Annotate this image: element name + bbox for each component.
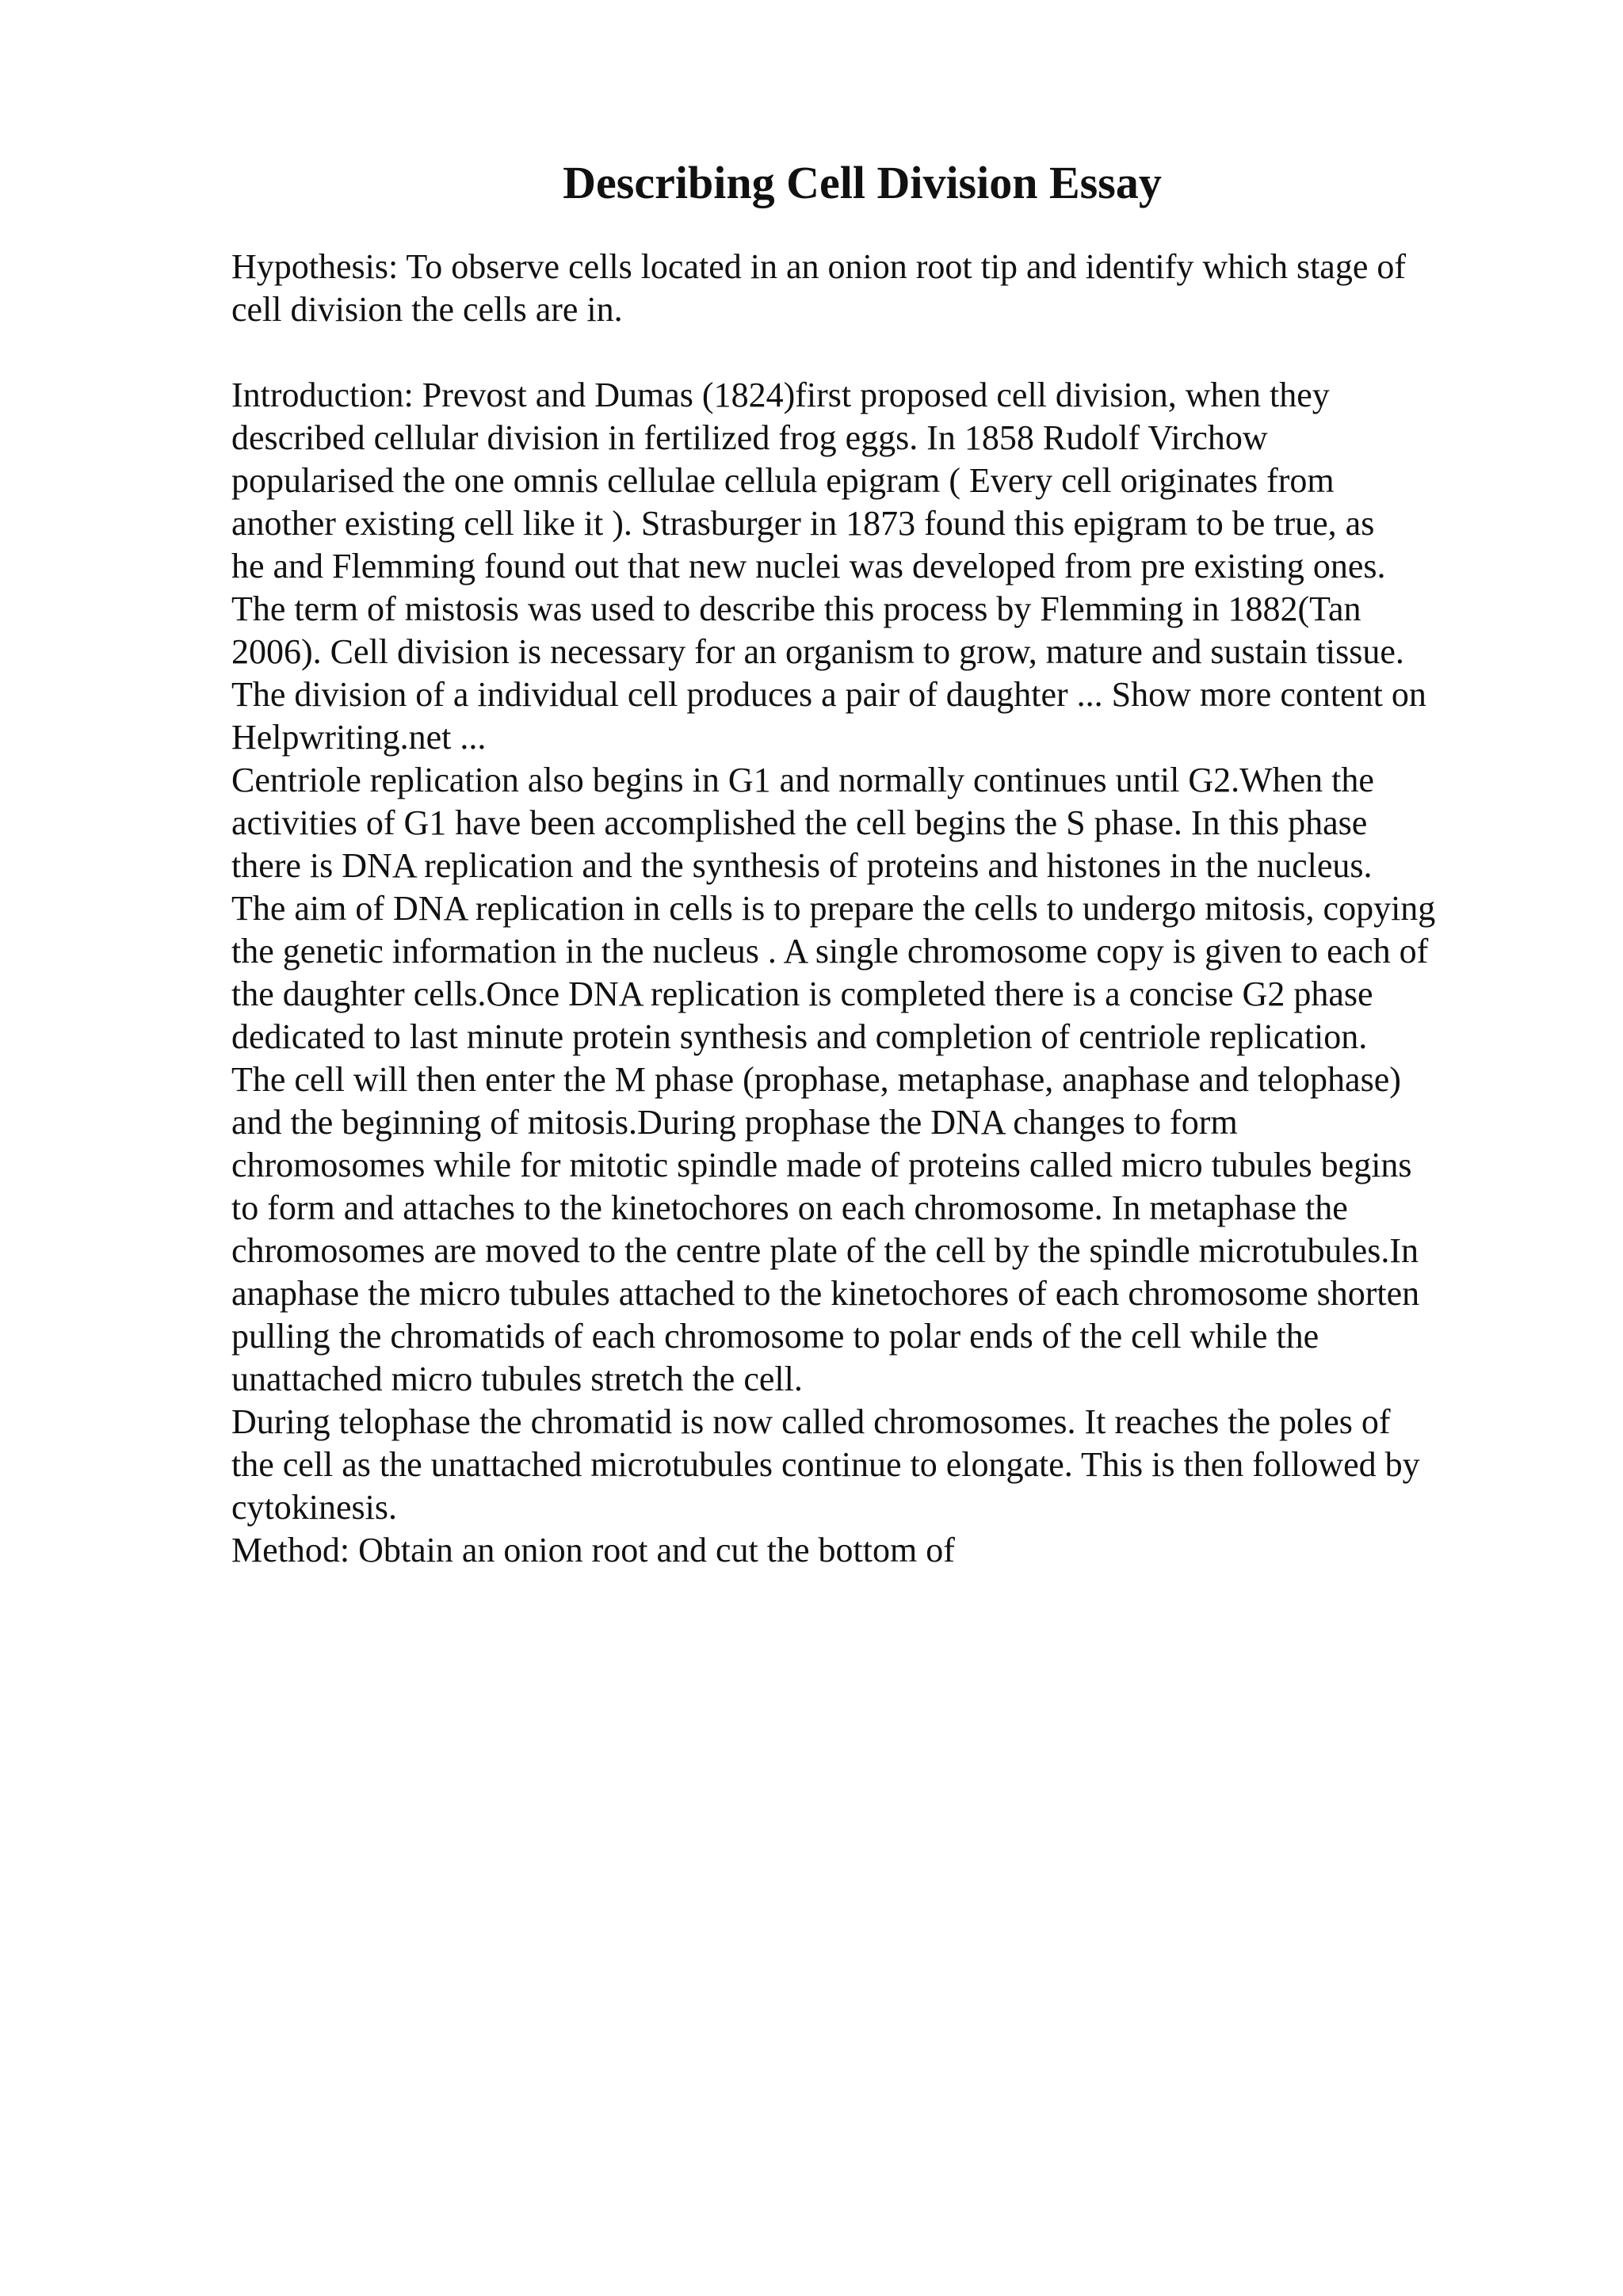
text-line: unattached micro tubules stretch the cell. bbox=[231, 1360, 803, 1398]
text-line: chromosomes are moved to the centre plate of the cell by the spindle microtubules.In bbox=[231, 1231, 1419, 1270]
text-line: During telophase the chromatid is now called chromosomes. It reaches the poles of bbox=[231, 1402, 1391, 1441]
text-line: Hypothesis: To observe cells located in an onion root tip and identify which stage of bbox=[231, 247, 1407, 286]
centriole-paragraph bbox=[231, 759, 1515, 1401]
text-line: 2006). Cell division is necessary for an organism to grow, mature and sustain tissue. bbox=[231, 632, 1404, 671]
method-paragraph bbox=[231, 1529, 1515, 1572]
text-line: dedicated to last minute protein synthesis and completion of centriole replication. bbox=[231, 1017, 1368, 1056]
text-line: described cellular division in fertilized frog eggs. In 1858 Rudolf Virchow bbox=[231, 418, 1268, 457]
text-line: and the beginning of mitosis.During prophase the DNA changes to form bbox=[231, 1103, 1238, 1142]
paragraph-gap bbox=[231, 331, 1515, 374]
text-line: Introduction: Prevost and Dumas (1824)first proposed cell division, when they bbox=[231, 376, 1330, 414]
text-line: anaphase the micro tubules attached to the kinetochores of each chromosome shorten bbox=[231, 1274, 1420, 1313]
text-line: cell division the cells are in. bbox=[231, 290, 623, 329]
text-line: The cell will then enter the M phase (prophase, metaphase, anaphase and telophase) bbox=[231, 1060, 1401, 1099]
text-line: another existing cell like it ). Strasburger in 1873 found this epigram to be true, as bbox=[231, 504, 1375, 543]
text-line: pulling the chromatids of each chromosome to polar ends of the cell while the bbox=[231, 1317, 1319, 1356]
hypothesis-paragraph bbox=[231, 246, 1515, 331]
text-line: chromosomes while for mitotic spindle made of proteins called micro tubules begins bbox=[231, 1146, 1412, 1184]
text-line: there is DNA replication and the synthesis of proteins and histones in the nucleus. bbox=[231, 846, 1373, 885]
text-line: The aim of DNA replication in cells is to prepare the cells to undergo mitosis, copying bbox=[231, 889, 1436, 928]
introduction-paragraph bbox=[231, 374, 1515, 759]
text-line: the cell as the unattached microtubules continue to elongate. This is then followed by bbox=[231, 1445, 1420, 1484]
text-line: the daughter cells.Once DNA replication is completed there is a concise G2 phase bbox=[231, 974, 1373, 1013]
text-line: The division of a individual cell produces a pair of daughter ... Show more content on bbox=[231, 675, 1426, 714]
text-line: Helpwriting.net ... bbox=[231, 718, 487, 757]
document-body bbox=[231, 246, 1515, 1572]
text-line: activities of G1 have been accomplished the cell begins the S phase. In this phase bbox=[231, 803, 1368, 842]
telophase-paragraph bbox=[231, 1401, 1515, 1529]
text-line: he and Flemming found out that new nuclei was developed from pre existing ones. bbox=[231, 547, 1386, 585]
text-line: the genetic information in the nucleus . A single chromosome copy is given to each of bbox=[231, 932, 1429, 971]
text-line: Method: Obtain an onion root and cut the bottom of bbox=[231, 1531, 955, 1569]
text-line: The term of mistosis was used to describe this process by Flemming in 1882(Tan bbox=[231, 589, 1361, 628]
document-title: Describing Cell Division Essay bbox=[563, 157, 1162, 208]
text-line: popularised the one omnis cellulae cellula epigram ( Every cell originates from bbox=[231, 461, 1335, 500]
text-line: to form and attaches to the kinetochores on each chromosome. In metaphase the bbox=[231, 1188, 1348, 1227]
text-line: Centriole replication also begins in G1 and normally continues until G2.When the bbox=[231, 761, 1374, 799]
text-line: cytokinesis. bbox=[231, 1488, 397, 1527]
